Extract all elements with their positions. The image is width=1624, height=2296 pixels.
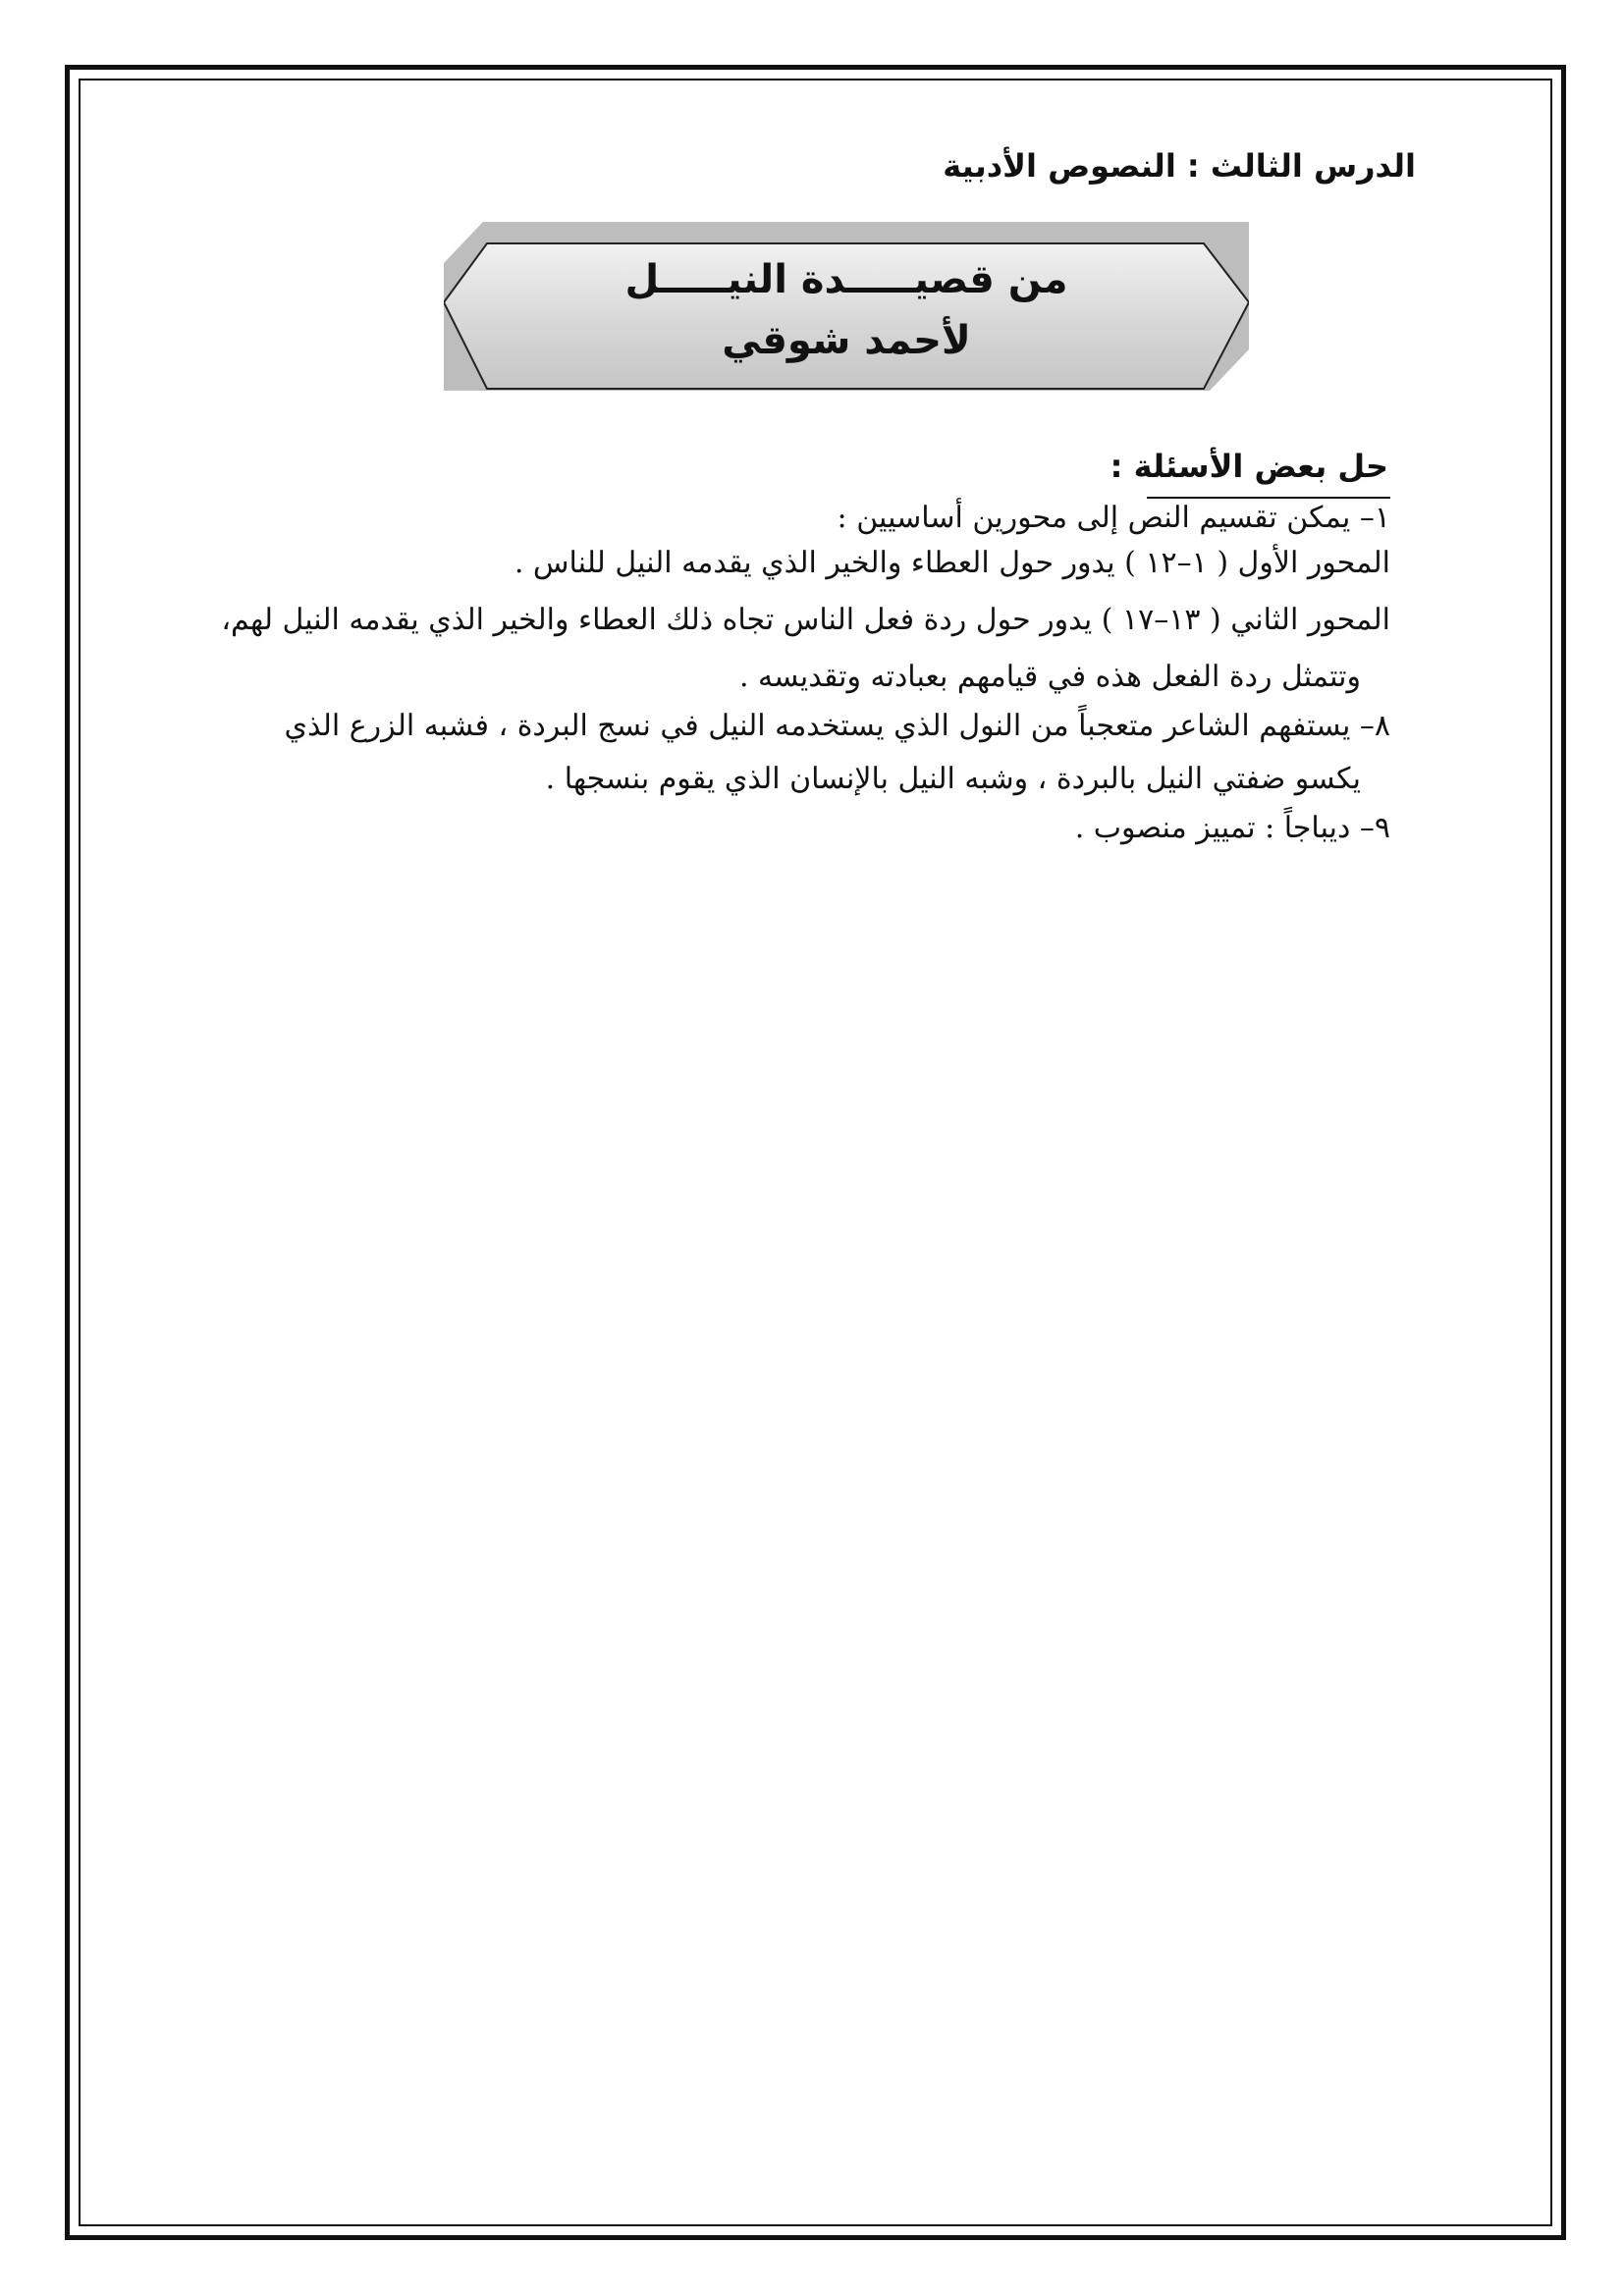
answer-line: ٨– يستفهم الشاعر متعجباً من النول الذي يستخدمه النيل في نسج البردة ، فشبه الزرع الذي xyxy=(284,709,1390,743)
answer-line: المحور الثاني ( ١٣–١٧ ) يدور حول ردة فعل الناس تجاه ذلك العطاء والخير الذي يقدمه النيل لهم، xyxy=(221,603,1390,637)
answer-line: المحور الأول ( ١–١٢ ) يدور حول العطاء والخير الذي يقدمه النيل للناس . xyxy=(514,546,1390,580)
answer-line: ٩– ديباجاً : تمييز منصوب . xyxy=(1074,811,1390,845)
answer-line: يكسو ضفتي النيل بالبردة ، وشبه النيل بالإنسان الذي يقوم بنسجها . xyxy=(545,762,1361,796)
heading-underline xyxy=(1147,497,1390,499)
lesson-title: الدرس الثالث : النصوص الأدبية xyxy=(943,147,1416,185)
banner-poem-title: من قصيـــــدة النيـــــل xyxy=(624,257,1068,302)
banner-poet-name: لأحمد شوقي xyxy=(722,318,971,363)
title-banner xyxy=(444,222,1249,391)
banner-octagon-shape xyxy=(444,222,1249,391)
answers-heading: حل بعض الأسئلة : xyxy=(1110,448,1388,485)
answer-line: ١– يمكن تقسيم النص إلى محورين أساسيين : xyxy=(837,501,1390,535)
answer-line: وتتمثل ردة الفعل هذه في قيامهم بعبادته وتقديسه . xyxy=(738,660,1361,694)
page-border-inner xyxy=(79,79,1552,2226)
